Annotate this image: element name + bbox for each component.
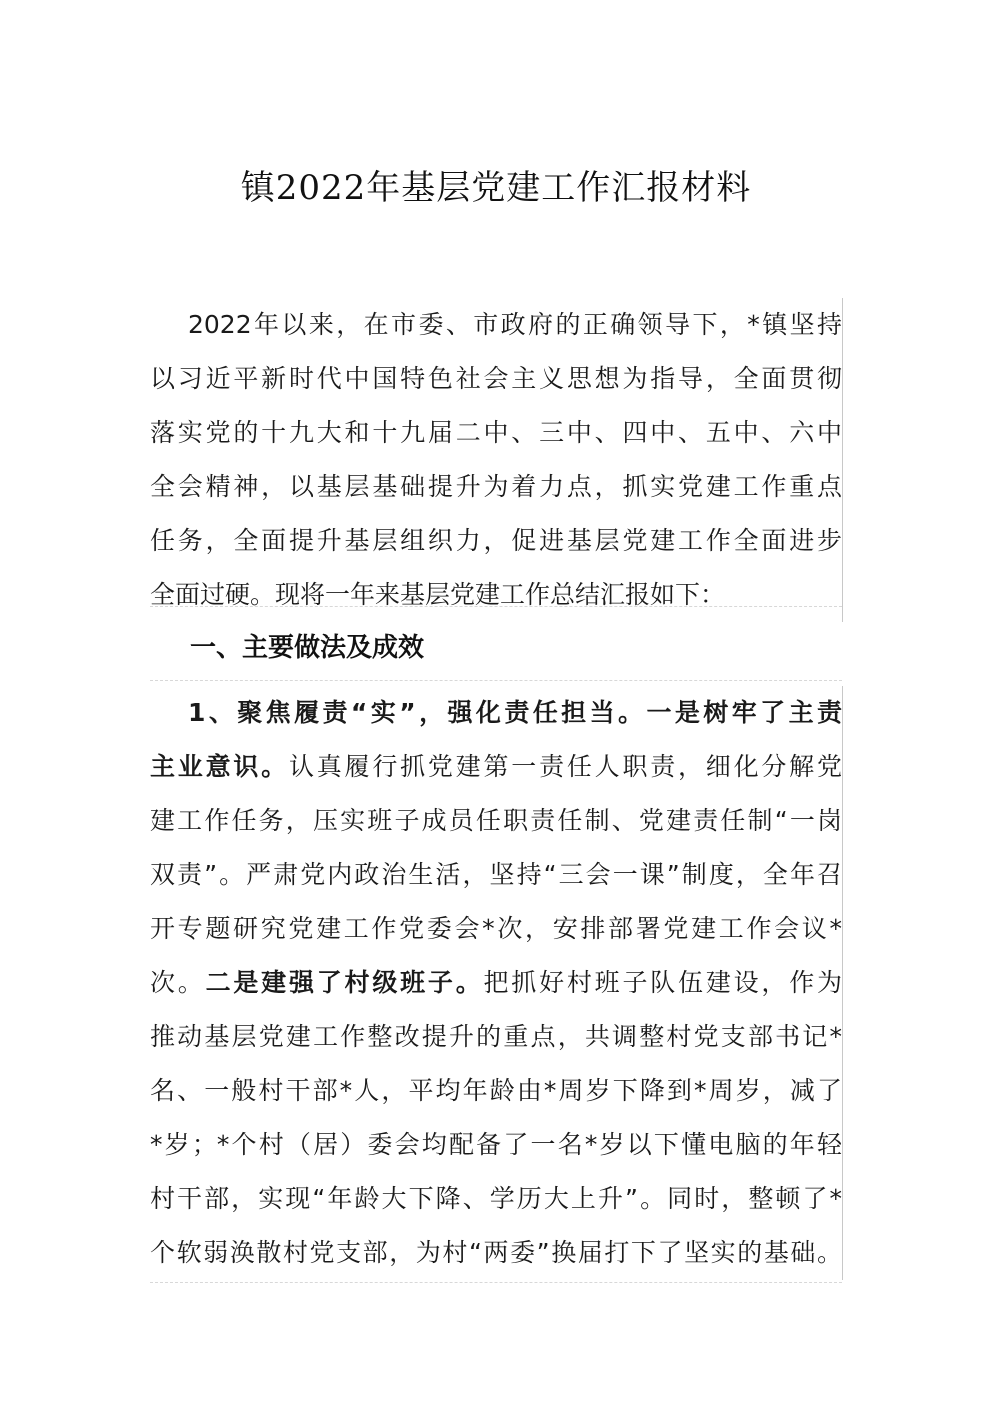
emphasis-text: 二是建强了村级班子。 — [205, 968, 484, 997]
section1-line: 双责”。严肃党内政治生活，坚持“三会一课”制度，全年召 — [150, 860, 842, 889]
document-title: 镇2022年基层党建工作汇报材料 — [240, 168, 752, 208]
intro-line: 以习近平新时代中国特色社会主义思想为指导，全面贯彻 — [150, 364, 842, 393]
divider — [150, 606, 842, 607]
intro-line: 任务，全面提升基层组织力，促进基层党建工作全面进步 — [150, 526, 842, 555]
intro-paragraph — [150, 298, 843, 622]
section-heading: 一、主要做法及成效 — [190, 633, 425, 663]
divider — [150, 680, 842, 681]
section1-line: 推动基层党建工作整改提升的重点，共调整村党支部书记* — [150, 1022, 842, 1051]
intro-line: 全面过硬。现将一年来基层党建工作总结汇报如下： — [150, 580, 726, 609]
emphasis-text: 主业意识。 — [150, 752, 289, 781]
section1-paragraph — [150, 686, 843, 1280]
body-text: 认真履行抓党建第一责任人职责，细化分解党 — [288, 752, 842, 781]
section1-line: 1、聚焦履责“实”，强化责任担当。一是树牢了主责 — [188, 698, 842, 727]
intro-line: 落实党的十九大和十九届二中、三中、四中、五中、六中 — [150, 418, 842, 447]
section1-line — [150, 956, 842, 1010]
intro-line: 全会精神，以基层基础提升为着力点，抓实党建工作重点 — [150, 472, 842, 501]
intro-line: 2022年以来，在市委、市政府的正确领导下，*镇坚持 — [188, 310, 842, 339]
body-text: 把抓好村班子队伍建设，作为 — [483, 968, 842, 997]
divider — [150, 1282, 842, 1283]
section1-line: *岁；*个村（居）委会均配备了一名*岁以下懂电脑的年轻 — [150, 1130, 842, 1159]
section1-line: 村干部，实现“年龄大下降、学历大上升”。同时，整顿了* — [150, 1184, 842, 1213]
section1-line: 开专题研究党建工作党委会*次，安排部署党建工作会议* — [150, 914, 842, 943]
section1-line: 名、一般村干部*人，平均年龄由*周岁下降到*周岁，减了 — [150, 1076, 842, 1105]
section1-line: 个软弱涣散村党支部，为村“两委”换届打下了坚实的基础。 — [150, 1238, 842, 1267]
section1-line — [150, 740, 842, 794]
body-text: 次。 — [150, 968, 206, 997]
section1-line: 建工作任务，压实班子成员任职责任制、党建责任制“一岗 — [150, 806, 842, 835]
